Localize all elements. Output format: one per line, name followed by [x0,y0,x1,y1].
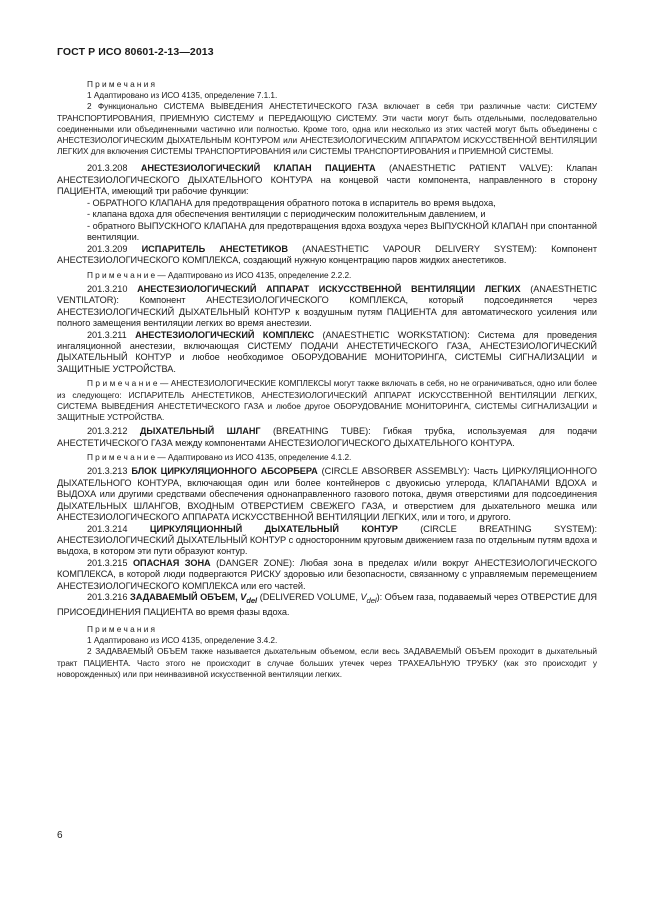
definition-201-3-208: 201.3.208 АНЕСТЕЗИОЛОГИЧЕСКИЙ КЛАПАН ПАЦИЕНТА (ANAESTHETIC PATIENT VALVE): Клапан АНЕСТЕЗИОЛОГИЧЕСКОГО ДЫХАТЕЛЬНОГО КОНТУРА на концевой части компонента, направленного в сторону ПАЦИЕНТА, имеющий три рабочие функции: [57,163,597,197]
note-heading: П р и м е ч а н и я [87,79,155,89]
term: АНЕСТЕЗИОЛОГИЧЕСКИЙ АППАРАТ ИСКУССТВЕННОЙ ВЕНТИЛЯЦИИ ЛЕГКИХ [137,283,521,294]
note: П р и м е ч а н и е — АНЕСТЕЗИОЛОГИЧЕСКИЕ КОМПЛЕКСЫ могут также включать в себя, но не ограничиваться, одно или более из следующего: ИСПАРИТЕЛЬ АНЕСТЕТИКОВ, АНЕСТЕЗИОЛОГИЧЕСКИЙ АППАРАТ ИСКУССТВЕННОЙ ВЕНТИЛЯЦИИ ЛЕГКИХ, СИСТЕМА ВЫВЕДЕНИЯ АНЕСТЕТИЧЕСКОГО ГАЗА и любое другое ОБОРУДОВАНИЕ МОНИТОРИНГА, СИСТЕМЫ СИГНАЛИЗАЦИИ и ЗАЩИТНЫЕ УСТРОЙСТВА. [57,378,597,422]
definition-201-3-212: 201.3.212 ДЫХАТЕЛЬНЫЙ ШЛАНГ (BREATHING TUBE): Гибкая трубка, используемая для подачи АНЕСТЕТИЧЕСКОГО ГАЗА между компонентами АНЕСТЕЗИОЛОГИЧЕСКОГО ДЫХАТЕЛЬНОГО КОНТУРА. [57,426,597,448]
note: П р и м е ч а н и е — Адаптировано из ИСО 4135, определение 2.2.2. [87,269,352,280]
term: ИСПАРИТЕЛЬ АНЕСТЕТИКОВ [141,243,288,254]
definition-201-3-215: 201.3.215 ОПАСНАЯ ЗОНА (DANGER ZONE): Любая зона в пределах и/или вокруг АНЕСТЕЗИОЛОГИЧЕСКОГО КОМПЛЕКСА, в которой люди подвергаются РИСКУ здоровью или безопасности, связанному с управляемым перемещением АНЕСТЕЗИОЛОГИЧЕСКОГО КОМПЛЕКСА или его частей. [57,557,597,591]
note-item: 1 Адаптировано из ИСО 4135, определение 7.1.1. [87,90,278,101]
note-item: 1 Адаптировано из ИСО 4135, определение 3.4.2. [87,635,278,646]
note-item: 2 ЗАДАВАЕМЫЙ ОБЪЕМ также называется дыхательным объемом, если весь ЗАДАВАЕМЫЙ ОБЪЕМ проходит в дыхательный тракт ПАЦИЕНТА. Часто этого не происходит в случае больших утечек через ТРАХЕАЛЬНУЮ ТРУБКУ (как это происходит у новорожденных) или при неинвазивной искусственной вентиляции легких. [57,646,597,679]
definition-201-3-209: 201.3.209 ИСПАРИТЕЛЬ АНЕСТЕТИКОВ (ANAESTHETIC VAPOUR DELIVERY SYSTEM): Компонент АНЕСТЕЗИОЛОГИЧЕСКОГО КОМПЛЕКСА, создающий нужную концентрацию паров жидких анестетиков. [57,243,597,266]
list-item: - обратного ВЫПУСКНОГО КЛАПАНА для предотвращения вдоха воздуха через ВЫПУСКНОЙ КЛАПАН при спонтанной вентиляции. [87,220,597,243]
note: П р и м е ч а н и е — Адаптировано из ИСО 4135, определение 4.1.2. [87,452,352,463]
term: ДЫХАТЕЛЬНЫЙ ШЛАНГ [139,426,261,437]
term: ЦИРКУЛЯЦИОННЫЙ ДЫХАТЕЛЬНЫЙ КОНТУР [149,523,398,534]
definition-201-3-214: 201.3.214 ЦИРКУЛЯЦИОННЫЙ ДЫХАТЕЛЬНЫЙ КОНТУР (CIRCLE BREATHING SYSTEM): АНЕСТЕЗИОЛОГИЧЕСКИЙ ДЫХАТЕЛЬНЫЙ КОНТУР с односторонним круговым движением газа по отдельным путям вдоха и выдоха, в котором эти пути образуют контур. [57,523,597,557]
definition-201-3-211: 201.3.211 АНЕСТЕЗИОЛОГИЧЕСКИЙ КОМПЛЕКС (ANAESTHETIC WORKSTATION): Система для проведения ингаляционной анестезии, включающая СИСТЕМУ ПОДАЧИ АНЕСТЕТИЧЕСКОГО ГАЗА, АНЕСТЕЗИОЛОГИЧЕСКИЙ ДЫХАТЕЛЬНЫЙ КОНТУР и любое необходимое ОБОРУДОВАНИЕ МОНИТОРИНГА, СИСТЕМЫ СИГНАЛИЗАЦИИ и ЗАЩИТНЫЕ УСТРОЙСТВА. [57,329,597,374]
term: БЛОК ЦИРКУЛЯЦИОННОГО АБСОРБЕРА [131,466,318,477]
page-number: 6 [57,830,63,841]
list-item: - ОБРАТНОГО КЛАПАНА для предотвращения обратного потока в испаритель во время выдоха, [87,197,496,208]
term: АНЕСТЕЗИОЛОГИЧЕСКИЙ КЛАПАН ПАЦИЕНТА [140,163,376,174]
definition-201-3-210: 201.3.210 АНЕСТЕЗИОЛОГИЧЕСКИЙ АППАРАТ ИСКУССТВЕННОЙ ВЕНТИЛЯЦИИ ЛЕГКИХ (ANAESTHETIC VENTILATOR): Компонент АНЕСТЕЗИОЛОГИЧЕСКОГО КОМПЛЕКСА, который подсоединяется через АНЕСТЕЗИОЛОГИЧЕСКИЙ ДЫХАТЕЛЬНЫЙ КОНТУР к воздушным путям ПАЦИЕНТА для автоматического усиления или полного замещения вентиляции легких во время анестезии. [57,283,597,329]
document-header: ГОСТ Р ИСО 80601-2-13—2013 [57,46,214,58]
note-item: 2 Функционально СИСТЕМА ВЫВЕДЕНИЯ АНЕСТЕТИЧЕСКОГО ГАЗА включает в себя три различные части: СИСТЕМУ ТРАНСПОРТИРОВАНИЯ, ПРИЕМНУЮ СИСТЕМУ и ПЕРЕДАЮЩУЮ СИСТЕМУ. Эти части могут быть отдельными, последовательно соединенными или объединенными частично или полностью. Кроме того, одна или несколько из этих частей могут быть объединены с АНЕСТЕЗИОЛОГИЧЕСКИМ ДЫХАТЕЛЬНЫМ КОНТУРОМ или АНЕСТЕЗИОЛОГИЧЕСКИМ АППАРАТОМ ИСКУССТВЕННОЙ ВЕНТИЛЯЦИИ ЛЕГКИХ для включения СИСТЕМЫ ТРАНСПОРТИРОВАНИЯ или СИСТЕМЫ ТРАНСПОРТИРОВАНИЯ и ПРИЕМНОЙ СИСТЕМЫ. [57,101,597,157]
page-content [57,79,597,680]
symbol: V [240,592,247,603]
list-item: - клапана вдоха для обеспечения вентиляции с периодическим положительным давлением, и [87,209,486,220]
definition-201-3-213: 201.3.213 БЛОК ЦИРКУЛЯЦИОННОГО АБСОРБЕРА (CIRCLE ABSORBER ASSEMBLY): Часть ЦИРКУЛЯЦИОННОГО ДЫХАТЕЛЬНОГО КОНТУРА, включающая один или более контейнеров с двуокисью углерода, КЛАПАНАМИ ВДОХА и ВЫДОХА или другими средствами обеспечения однонаправленного газового потока, двумя отверстиями для подсоединения ДЫХАТЕЛЬНЫХ ШЛАНГОВ, ВХОДНЫМ ОТВЕРСТИЕМ СВЕЖЕГО ГАЗА, и отверстием для дыхательного мешка или АНЕСТЕЗИОЛОГИЧЕСКОГО АППАРАТА ИСКУССТВЕННОЙ ВЕНТИЛЯЦИИ ЛЕГКИХ, или и того, и другого. [57,466,597,523]
definition-201-3-216: 201.3.216 ЗАДАВАЕМЫЙ ОБЪЕМ, $V_{del}$ (DELIVERED VOLUME, $V_{del}$): Объем газа, подаваемый через ОТВЕРСТИЕ ДЛЯ ПРИСОЕДИНЕНИЯ ПАЦИЕНТА во время фазы вдоха. [57,592,597,617]
term: АНЕСТЕЗИОЛОГИЧЕСКИЙ КОМПЛЕКС [135,329,315,340]
term: ОПАСНАЯ ЗОНА [132,557,211,568]
note-heading: П р и м е ч а н и я [87,623,155,634]
term: ЗАДАВАЕМЫЙ ОБЪЕМ, [130,592,238,603]
